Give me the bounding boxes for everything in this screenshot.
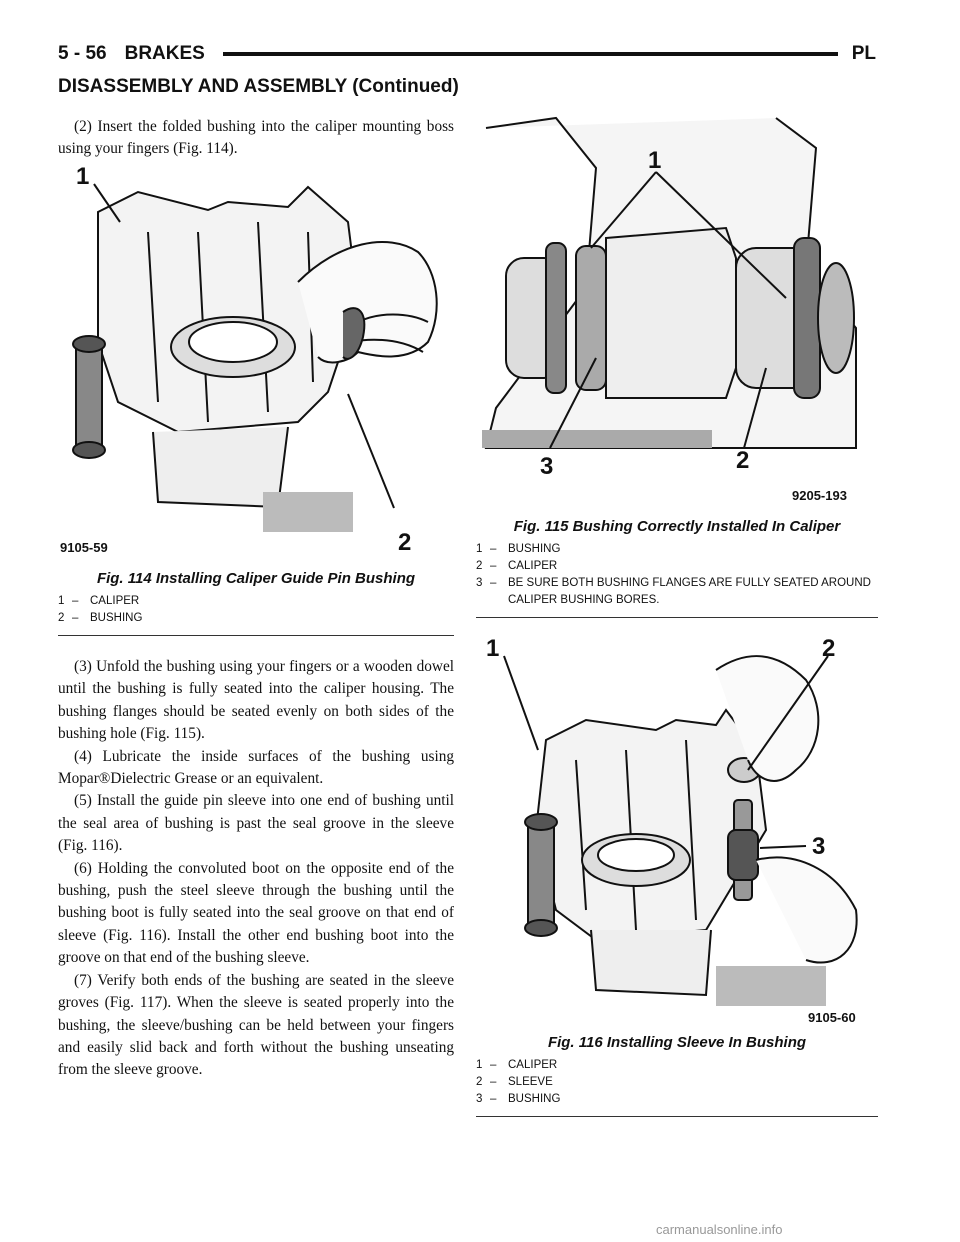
legend-item <box>476 1074 878 1091</box>
legend-item <box>476 575 878 609</box>
legend-dash: – <box>72 612 79 624</box>
figure-116 <box>476 630 878 1117</box>
legend-dash: – <box>490 1093 497 1105</box>
figure-rule <box>476 617 878 618</box>
page-number: 5 - 56 <box>58 43 107 64</box>
model-code: PL <box>851 43 876 64</box>
header-rule <box>223 52 838 56</box>
legend-item <box>476 558 878 575</box>
callout-3: 3 <box>812 833 826 860</box>
step-3-paragraph: (3) Unfold the bushing using your fingers or a wooden dowel until the bushing is fully seated into the caliper housing. The bushing flanges should be seated evenly on both sides of the bushing hole (Fig. 115). <box>58 658 454 743</box>
step-4-paragraph: (4) Lubricate the inside surfaces of the bushing using Mopar®Dielectric Grease or an equivalent. <box>58 747 454 788</box>
figure-code: 9105-60 <box>808 1010 856 1025</box>
legend-num: 1 <box>58 595 65 607</box>
legend-dash: – <box>490 1076 497 1088</box>
legend-text: SLEEVE <box>508 1076 553 1088</box>
left-body-text <box>58 656 454 1082</box>
watermark: carmanualsonline.info <box>656 1222 783 1237</box>
legend-dash: – <box>490 577 497 589</box>
legend-item <box>58 593 454 610</box>
legend-item <box>476 1057 878 1074</box>
legend-dash: – <box>72 595 79 607</box>
figure-code: 9105-59 <box>60 540 108 555</box>
callout-2: 2 <box>822 635 836 662</box>
figure-115-illustration <box>476 108 878 516</box>
step-6-paragraph: (6) Holding the convoluted boot on the opposite end of the bushing, push the steel sleeve through the bushing until the bushing boot is fully seated into the seal groove on that end of sleeve (Fig. 116). Install the other end bushing boot into the groove on that end of the bushing sleeve. <box>58 859 454 967</box>
legend-dash: – <box>490 560 497 572</box>
figure-code: 9205-193 <box>792 488 847 503</box>
figure-rule <box>476 1116 878 1117</box>
callout-3: 3 <box>540 453 554 480</box>
step-5-paragraph: (5) Install the guide pin sleeve into one end of bushing until the seal area of bushing is past the seal groove in the sleeve (Fig. 116). <box>58 792 454 855</box>
legend-text: BE SURE BOTH BUSHING FLANGES ARE FULLY SEATED AROUND CALIPER BUSHING BORES. <box>508 577 871 606</box>
subheading: DISASSEMBLY AND ASSEMBLY (Continued) <box>58 76 459 97</box>
legend-num: 1 <box>476 543 483 555</box>
figure-115 <box>476 108 878 618</box>
callout-1: 1 <box>486 635 500 662</box>
figure-114-illustration <box>58 162 454 564</box>
figure-116-title: Fig. 116 Installing Sleeve In Bushing <box>547 1034 807 1051</box>
legend-item <box>476 1091 878 1108</box>
figure-114 <box>58 162 454 636</box>
figure-rule <box>58 635 454 636</box>
callout-1: 1 <box>648 147 662 174</box>
figure-116-illustration <box>476 630 878 1032</box>
figure-114-legend <box>58 593 454 627</box>
callout-2: 2 <box>398 529 412 556</box>
figure-115-legend <box>476 541 878 609</box>
legend-text: BUSHING <box>90 612 143 624</box>
callout-1: 1 <box>76 163 90 190</box>
legend-dash: – <box>490 543 497 555</box>
legend-text: CALIPER <box>508 1059 558 1071</box>
left-top-text <box>58 116 454 161</box>
legend-text: CALIPER <box>508 560 558 572</box>
callout-2: 2 <box>736 447 750 474</box>
legend-num: 3 <box>476 577 483 589</box>
figure-116-legend <box>476 1057 878 1108</box>
figure-114-title: Fig. 114 Installing Caliper Guide Pin Bushing <box>96 570 416 587</box>
legend-num: 3 <box>476 1093 483 1105</box>
step-7-paragraph: (7) Verify both ends of the bushing are seated in the sleeve groves (Fig. 117). When the sleeve is seated properly into the bushing, the sleeve/bushing can be held between your fingers and easily slid back and forth without the bushing unseating from the sleeve groove. <box>58 971 454 1079</box>
legend-num: 2 <box>58 612 65 624</box>
step-2-paragraph: (2) Insert the folded bushing into the caliper mounting boss using your fingers (Fig. 114). <box>58 118 454 158</box>
legend-text: CALIPER <box>90 595 140 607</box>
section-title: BRAKES <box>124 43 205 64</box>
figure-115-title: Fig. 115 Bushing Correctly Installed In Caliper <box>513 518 841 535</box>
legend-num: 2 <box>476 1076 483 1088</box>
legend-item <box>58 610 454 627</box>
legend-num: 2 <box>476 560 483 572</box>
legend-item <box>476 541 878 558</box>
legend-text: BUSHING <box>508 1093 561 1105</box>
legend-dash: – <box>490 1059 497 1071</box>
legend-num: 1 <box>476 1059 483 1071</box>
page-header <box>58 42 876 66</box>
legend-text: BUSHING <box>508 543 561 555</box>
